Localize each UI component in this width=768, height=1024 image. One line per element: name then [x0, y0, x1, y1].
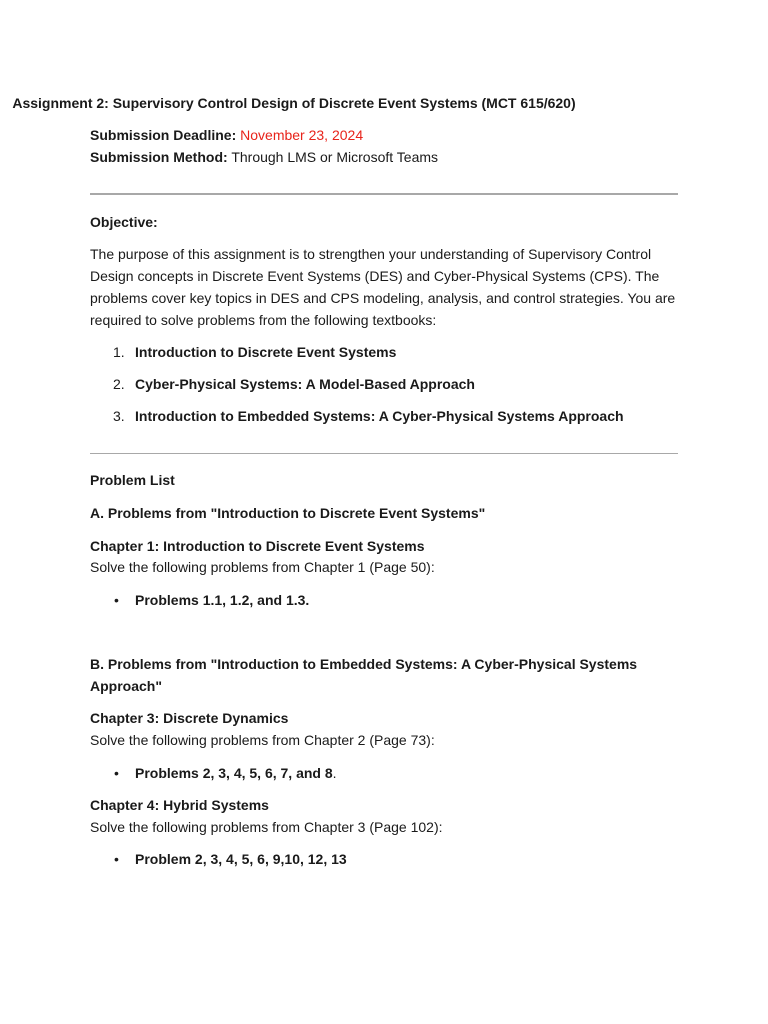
list-number: 2.	[113, 376, 125, 392]
method-value: Through LMS or Microsoft Teams	[231, 149, 439, 165]
problem-numbers: Problems 1.1, 1.2, and 1.3.	[135, 592, 310, 608]
bullet-icon: •	[114, 851, 119, 867]
chapter-instruction: Solve the following problems from Chapter 3 (Page 102):	[90, 819, 443, 835]
deadline-value: November 23, 2024	[240, 127, 364, 143]
section-b-heading: B. Problems from "Introduction to Embedded Systems: A Cyber-Physical Systems	[90, 656, 638, 672]
deadline-label: Submission Deadline:	[90, 127, 237, 143]
problem-numbers-suffix: .	[332, 765, 337, 781]
textbook-title: Introduction to Embedded Systems: A Cyber-Physical Systems Approach	[135, 408, 624, 424]
divider	[90, 453, 678, 454]
problem-list-heading: Problem List	[90, 472, 175, 488]
bullet-icon: •	[114, 592, 119, 608]
chapter-title: Chapter 4: Hybrid Systems	[90, 797, 269, 813]
page-title: Assignment 2: Supervisory Control Design of Discrete Event Systems (MCT 615/620)	[12, 95, 576, 111]
bullet-icon: •	[114, 765, 119, 781]
submission-deadline	[90, 124, 363, 146]
chapter-instruction: Solve the following problems from Chapter 1 (Page 50):	[90, 559, 435, 575]
section-b-heading-continued: Approach"	[90, 678, 162, 694]
list-number: 3.	[113, 408, 125, 424]
problem-numbers-text: Problems 2, 3, 4, 5, 6, 7, and 8	[135, 765, 333, 781]
chapter-title: Chapter 1: Introduction to Discrete Event Systems	[90, 538, 425, 554]
problem-numbers: Problem 2, 3, 4, 5, 6, 9,10, 12, 13	[135, 851, 347, 867]
method-label: Submission Method:	[90, 149, 228, 165]
problem-numbers	[135, 762, 337, 784]
objective-heading: Objective:	[90, 214, 158, 230]
section-a-heading: A. Problems from "Introduction to Discrete Event Systems"	[90, 505, 486, 521]
textbook-title: Introduction to Discrete Event Systems	[135, 344, 397, 360]
objective-paragraph: The purpose of this assignment is to strengthen your understanding of Supervisory Control Design concepts in Discrete Event Systems (DES) and Cyber-Physical Systems (CPS). The problems cover key topics in DES and CPS modeling, analysis, and control strategies. You are required to solve problems from the following textbooks:	[90, 246, 676, 328]
submission-method	[90, 146, 438, 168]
chapter-instruction: Solve the following problems from Chapter 2 (Page 73):	[90, 732, 435, 748]
list-number: 1.	[113, 344, 125, 360]
chapter-title: Chapter 3: Discrete Dynamics	[90, 710, 289, 726]
divider	[90, 193, 678, 195]
textbook-title: Cyber-Physical Systems: A Model-Based Approach	[135, 376, 475, 392]
